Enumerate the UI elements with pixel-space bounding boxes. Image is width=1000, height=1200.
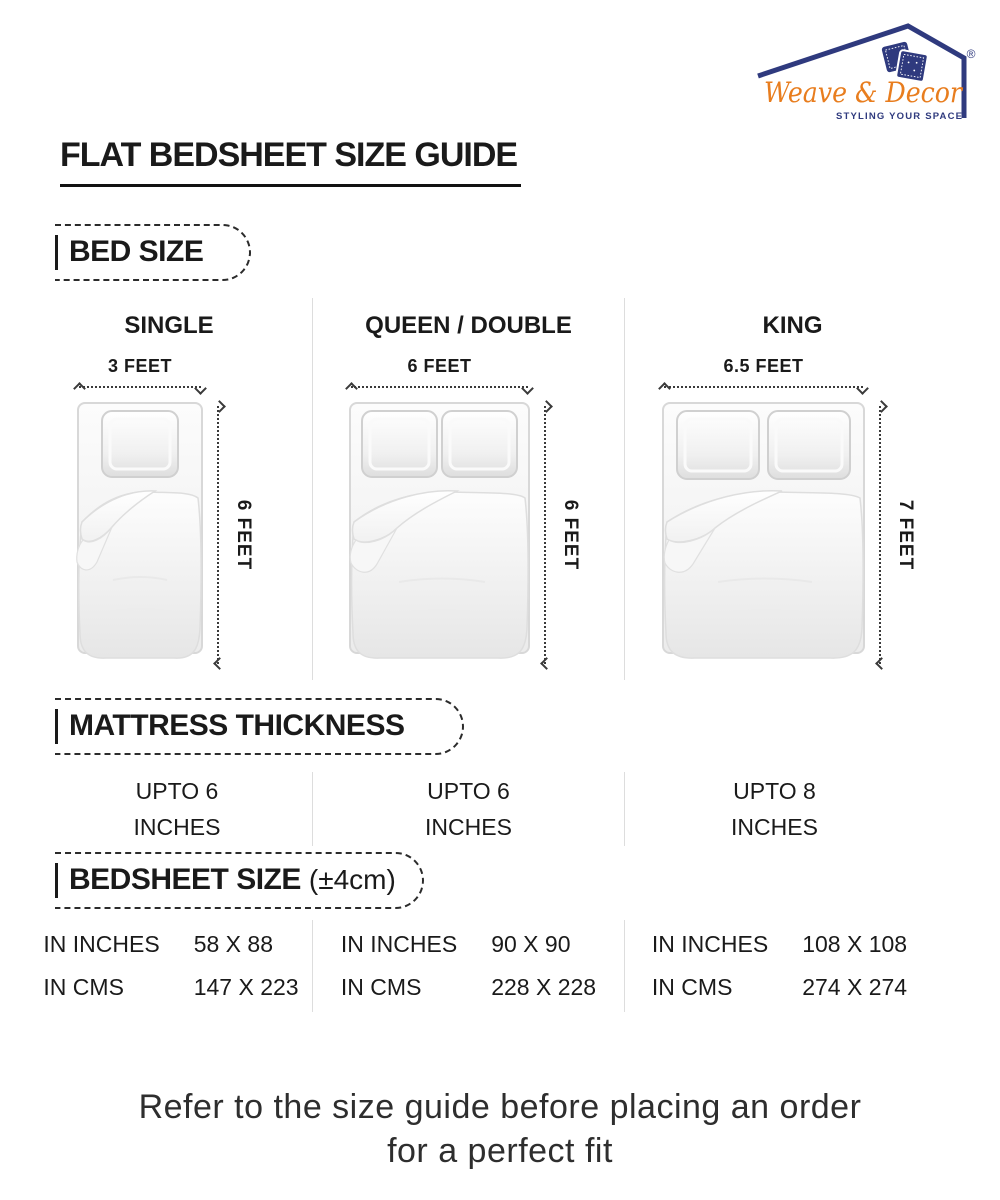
bed-figure xyxy=(26,356,312,670)
width-arrow xyxy=(347,382,532,393)
dimension-line xyxy=(879,406,881,664)
bed-size-badge-label: BED SIZE xyxy=(69,235,204,268)
bed-size-badge xyxy=(55,224,251,281)
length-arrow xyxy=(540,402,551,668)
mattress-thickness-badge-label: MATTRESS THICKNESS xyxy=(69,709,405,742)
cms-value: 274 X 274 xyxy=(802,974,908,1000)
dimension-line xyxy=(351,386,528,388)
cms-label: IN CMS xyxy=(651,974,733,1000)
size-cell-single xyxy=(0,920,313,1012)
brand-logo xyxy=(750,12,978,128)
pillow xyxy=(442,411,517,477)
brand-name: Weave & Decor xyxy=(764,76,964,109)
bed-name: QUEEN / DOUBLE xyxy=(365,312,572,339)
thickness-value-line2: INCHES xyxy=(425,813,512,840)
dimension-line xyxy=(544,406,546,664)
bedsheet-size-badge xyxy=(55,852,424,909)
registered-mark: ® xyxy=(966,47,976,61)
dimension-line xyxy=(217,406,219,664)
duvet xyxy=(77,491,201,658)
brand-logo-graphic xyxy=(750,12,978,128)
page-title: FLAT BEDSHEET SIZE GUIDE xyxy=(60,136,521,187)
mattress-thickness-section xyxy=(0,772,960,846)
width-label: 3 FEET xyxy=(107,356,172,376)
bed-column-king xyxy=(625,298,960,680)
brand-tagline: STYLING YOUR SPACE xyxy=(836,111,962,122)
duvet xyxy=(350,491,528,658)
bed-illustration-single xyxy=(75,400,205,670)
width-label: 6.5 FEET xyxy=(723,356,804,376)
length-arrow xyxy=(213,402,224,668)
size-cell-queen xyxy=(313,920,625,1012)
bedsheet-size-badge-label: BEDSHEET SIZE xyxy=(69,863,301,896)
thickness-value-line1: UPTO 8 xyxy=(733,778,816,804)
bed-figure xyxy=(313,356,624,670)
inches-value: 108 X 108 xyxy=(802,931,908,957)
inches-label: IN INCHES xyxy=(340,931,458,957)
thickness-value-line1: UPTO 6 xyxy=(135,778,219,804)
width-label: 6 FEET xyxy=(407,356,472,376)
pillow xyxy=(768,411,850,479)
width-arrow xyxy=(660,382,867,393)
cms-label: IN CMS xyxy=(43,974,124,1000)
bed-name: SINGLE xyxy=(124,312,214,339)
thickness-value-line2: INCHES xyxy=(731,813,818,840)
inches-label: IN INCHES xyxy=(651,931,769,957)
length-measure xyxy=(873,400,925,670)
length-label: 6 FEET xyxy=(560,499,581,571)
bed-illustration-king xyxy=(660,400,867,670)
pillow xyxy=(677,411,759,479)
bed-illustration-queen xyxy=(347,400,532,670)
footer-line1: Refer to the size guide before placing an order xyxy=(138,1088,862,1126)
dimension-line xyxy=(664,386,863,388)
bedsheet-size-section xyxy=(0,920,960,1012)
pillow xyxy=(362,411,437,477)
thickness-value-line2: INCHES xyxy=(133,813,221,840)
dimension-line xyxy=(79,386,201,388)
length-label: 7 FEET xyxy=(895,499,916,571)
inches-value: 58 X 88 xyxy=(193,931,273,957)
bed-column-queen xyxy=(313,298,625,680)
length-measure xyxy=(538,400,590,670)
pillow xyxy=(102,411,178,477)
inches-label: IN INCHES xyxy=(43,931,160,957)
bed-size-section xyxy=(0,298,960,680)
cms-value: 147 X 223 xyxy=(193,974,299,1000)
bed-column-single xyxy=(0,298,313,680)
tolerance-label: (±4cm) xyxy=(308,864,396,895)
bed-name: KING xyxy=(762,312,823,339)
size-cell-king xyxy=(625,920,960,1012)
thickness-cell-single xyxy=(0,772,313,846)
footer-note xyxy=(0,1086,1000,1173)
thickness-cell-king xyxy=(625,772,960,846)
length-label: 6 FEET xyxy=(233,499,254,571)
thickness-cell-queen xyxy=(313,772,625,846)
footer-line2: for a perfect fit xyxy=(387,1131,613,1170)
length-arrow xyxy=(875,402,886,668)
bed-figure xyxy=(625,356,960,670)
width-arrow xyxy=(75,382,205,393)
cms-label: IN CMS xyxy=(340,974,422,1000)
thickness-value-line1: UPTO 6 xyxy=(427,778,510,804)
length-measure xyxy=(211,400,263,670)
duvet xyxy=(664,491,863,658)
mattress-thickness-badge xyxy=(55,698,464,755)
inches-value: 90 X 90 xyxy=(491,931,571,957)
cms-value: 228 X 228 xyxy=(491,974,597,1000)
